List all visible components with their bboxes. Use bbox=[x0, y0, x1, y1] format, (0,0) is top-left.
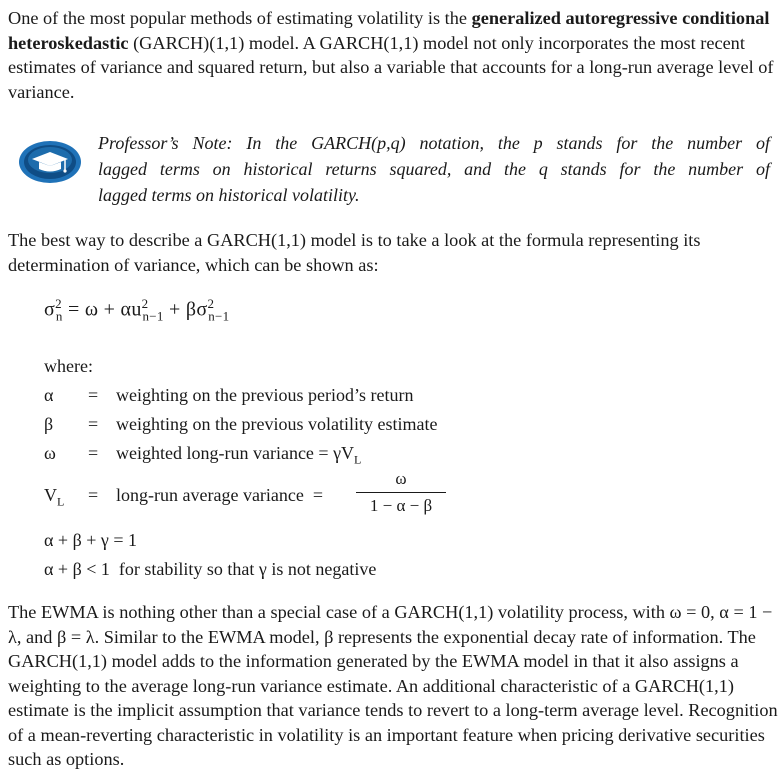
definition-equals: = bbox=[88, 485, 99, 505]
definition-symbol: V bbox=[44, 485, 57, 505]
fraction-numerator: ω bbox=[395, 469, 407, 488]
formula-sigma-sub: n−1 bbox=[208, 308, 230, 324]
definition-equals: = bbox=[88, 385, 99, 405]
definition-symbol-wrap bbox=[44, 482, 84, 515]
definition-equals: = bbox=[88, 443, 99, 463]
definition-symbol: β bbox=[44, 414, 54, 434]
formula-lhs-sup: 2 bbox=[55, 296, 62, 311]
formula-eq: = ω + α bbox=[62, 298, 132, 321]
definition-text: long-run average variance = bbox=[116, 485, 324, 505]
closing-paragraph: The EWMA is nothing other than a special case of a GARCH(1,1) volatility process, with ω = 0, α = 1 − λ, and β = λ. Similar to the EWMA model, β represents the exponential decay rate of information. The GARCH(1,1) model adds to the information generated by the EWMA model in that it also assigns a weighting to the average long-run variance estimate. An additional characteristic of a GARCH(1,1) estimate is the implicit assumption that variance tends to revert to a long-term average level. Recognition of a mean-reverting characteristic in volatility is an important feature when pricing derivative securities such as options. bbox=[8, 602, 778, 769]
definition-symbol: ω bbox=[44, 443, 56, 463]
definition-equals: = bbox=[88, 414, 99, 434]
formula-u: u bbox=[131, 298, 142, 321]
definition-text-wrap bbox=[116, 440, 361, 473]
definition-symbol: α bbox=[44, 385, 54, 405]
definition-text: weighting on the previous period’s return bbox=[116, 385, 414, 405]
intro-paragraph bbox=[8, 6, 778, 104]
where-label: where: bbox=[44, 356, 93, 376]
long-run-variance-fraction bbox=[356, 468, 446, 517]
note-line-2: lagged terms on historical returns squared, and the q stands for the number of bbox=[98, 159, 770, 179]
formula-sigma-sup: 2 bbox=[207, 296, 215, 311]
formula-intro-paragraph: The best way to describe a GARCH(1,1) model is to take a look at the formula representing its determination of variance, which can be shown as: bbox=[8, 230, 701, 275]
condition-stability: α + β < 1 for stability so that γ is not negative bbox=[44, 559, 377, 579]
note-line-3: lagged terms on historical volatility. bbox=[98, 185, 360, 205]
formula-lhs-sub: n bbox=[55, 308, 63, 324]
definition-symbol-sub: L bbox=[57, 494, 65, 509]
definition-text-sub: L bbox=[354, 452, 362, 467]
graduation-cap-icon bbox=[18, 140, 82, 184]
formula-lhs: σ bbox=[44, 298, 56, 321]
formula-u-sup: 2 bbox=[141, 296, 149, 311]
note-text bbox=[98, 130, 770, 208]
intro-bold-term: generalized autoregressive conditional heteroskedastic bbox=[8, 8, 770, 53]
fraction-denominator: 1 − α − β bbox=[369, 496, 433, 515]
definition-text: weighting on the previous volatility estimate bbox=[116, 414, 438, 434]
formula-u-sub: n−1 bbox=[142, 308, 164, 324]
condition-sum: α + β + γ = 1 bbox=[44, 530, 137, 550]
garch-formula bbox=[44, 296, 229, 325]
note-line-1: Professor’s Note: In the GARCH(p,q) notation, the p stands for the number of bbox=[98, 133, 770, 153]
intro-text-before: One of the most popular methods of estimating volatility is the bbox=[8, 8, 472, 28]
formula-plus: + β bbox=[163, 298, 197, 321]
professors-note bbox=[14, 130, 776, 210]
fraction-bar bbox=[356, 492, 446, 493]
formula-sigma: σ bbox=[196, 298, 208, 321]
definition-text: weighted long-run variance = γV bbox=[116, 443, 355, 463]
intro-text-after: (GARCH)(1,1) model. A GARCH(1,1) model not only incorporates the most recent estimates of variance and squared return, but also a variable that accounts for a long-run average level of variance. bbox=[8, 32, 774, 102]
